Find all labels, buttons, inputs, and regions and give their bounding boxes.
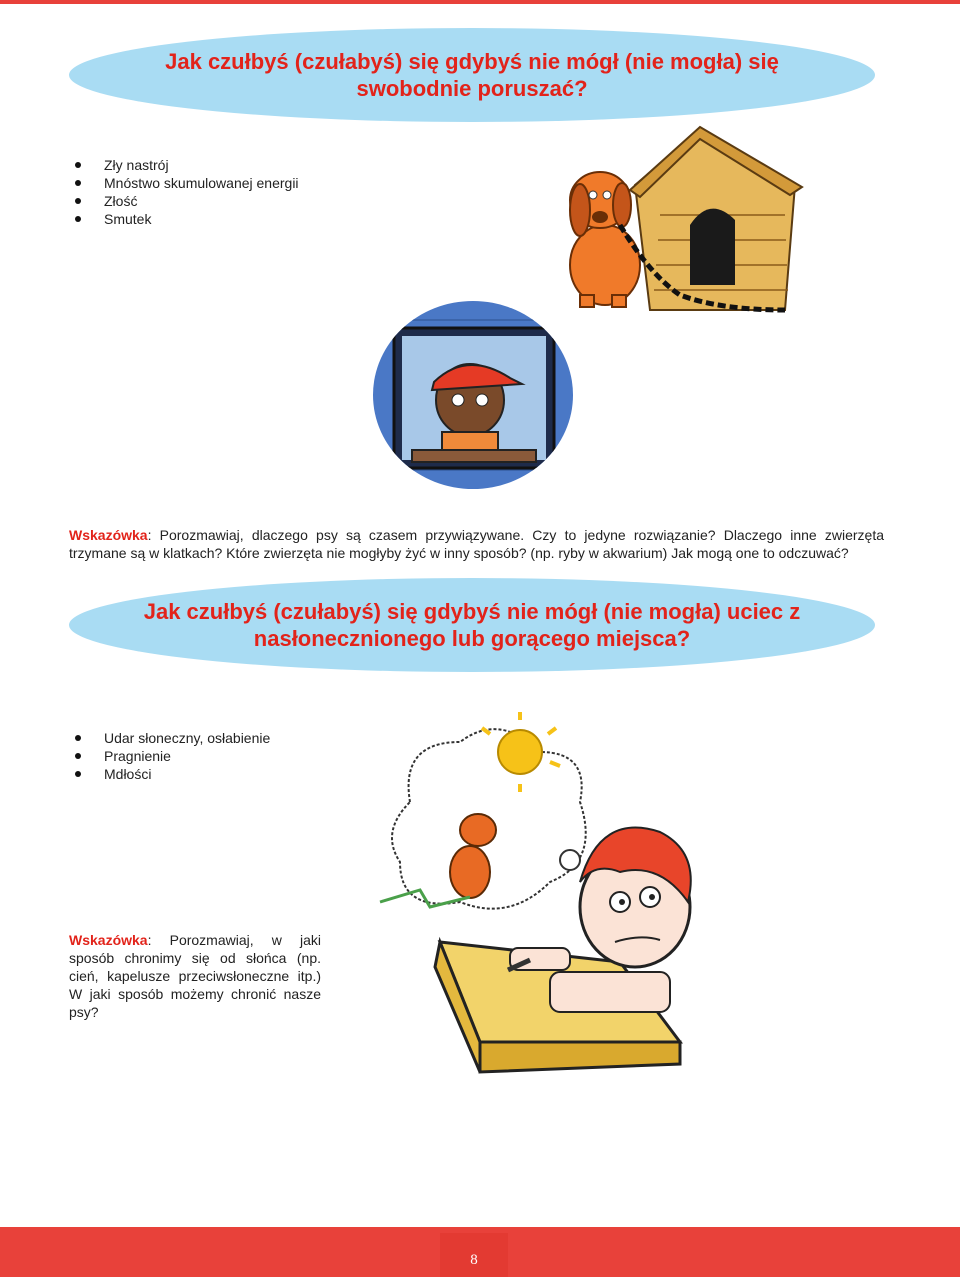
top-rule — [0, 0, 960, 4]
heading-1: Jak czułbyś (czułabyś) się gdybyś nie mógł (nie mogła) się swobodnie poruszać? — [165, 49, 779, 101]
heading-cloud-2 — [69, 578, 875, 672]
dog-chained-to-kennel-icon — [540, 125, 810, 325]
tip-text: : Porozmawiaj, dlaczego psy są czasem przywiązywane. Czy to jedyne rozwiązanie? Dlaczego inne zwierzęta trzymane są w klatkach? Które zwierzęta nie mogłyby żyć w inny sposób? (np. ryby w akwarium) Jak mogą one to odczuwać? — [69, 527, 884, 561]
list-item: Mdłości — [69, 765, 270, 783]
list-item: Zły nastrój — [69, 156, 299, 174]
tip-1 — [69, 526, 884, 562]
page-number-box — [440, 1233, 508, 1277]
list-item: Smutek — [69, 210, 299, 228]
tip-label: Wskazówka — [69, 932, 148, 948]
list-item: Złość — [69, 192, 299, 210]
tip-label: Wskazówka — [69, 527, 148, 543]
child-at-window-icon — [372, 300, 574, 490]
heading-cloud-1 — [69, 28, 875, 122]
heading-2: Jak czułbyś (czułabyś) się gdybyś nie mógł (nie mogła) uciec z nasłonecznionego lub gorącego miejsca? — [143, 599, 801, 651]
boy-in-sandbox-thinking-of-dog-icon — [360, 712, 700, 1092]
list-item: Pragnienie — [69, 747, 270, 765]
symptom-list-2 — [69, 729, 270, 783]
tip-text: : Porozmawiaj, w jaki sposób chronimy się od słońca (np. cień, kapelusze przeciwsłoneczne itp.) W jaki sposób możemy chronić nasze psy? — [69, 932, 321, 1020]
symptom-list-1 — [69, 156, 299, 228]
tip-2 — [69, 931, 321, 1021]
list-item: Mnóstwo skumulowanej energii — [69, 174, 299, 192]
list-item: Udar słoneczny, osłabienie — [69, 729, 270, 747]
page-number: 8 — [470, 1252, 478, 1268]
